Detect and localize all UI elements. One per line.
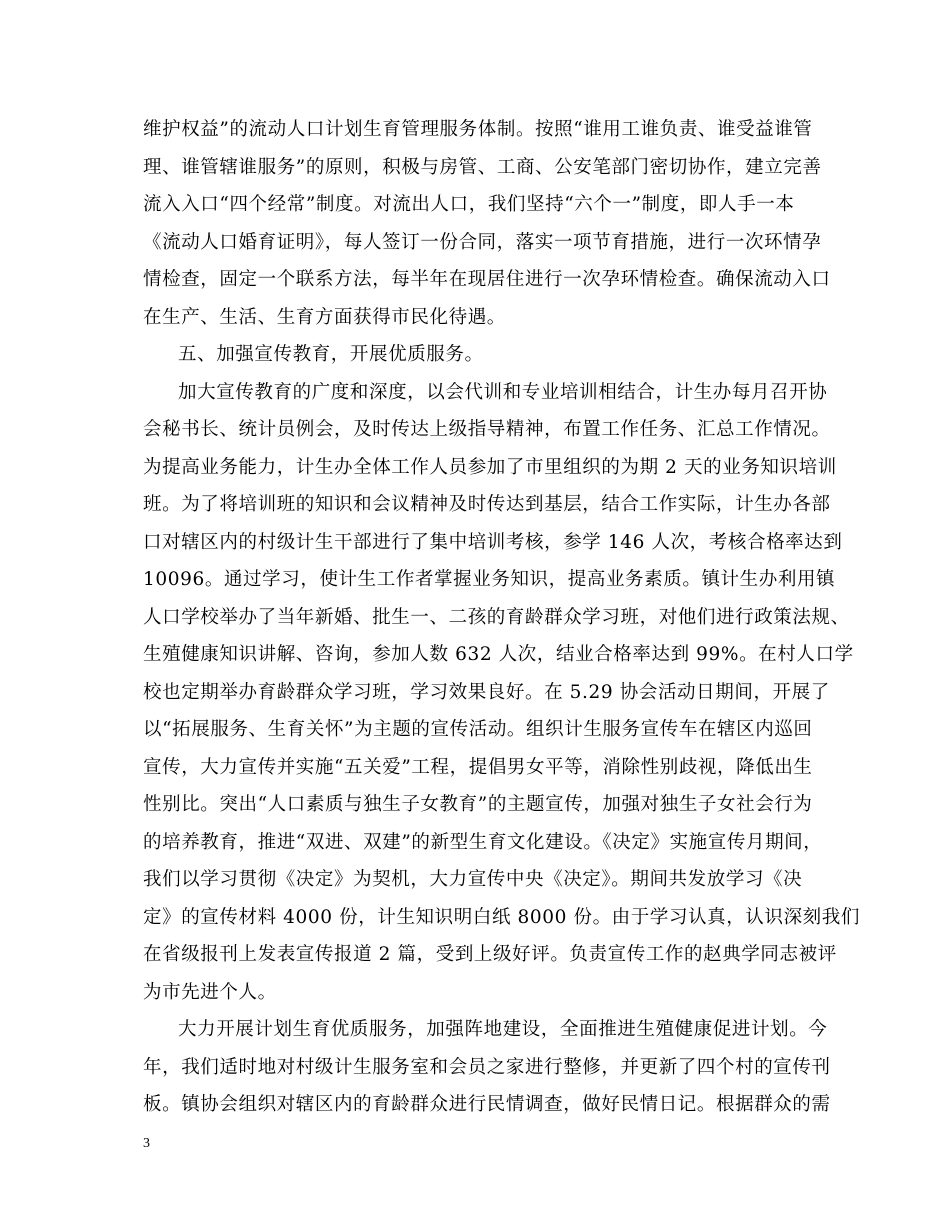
body-line: 生殖健康知识讲解、咨询，参加人数 632 人次，结业合格率达到 99%。在村人口学 xyxy=(143,644,854,665)
body-line: 班。为了将培训班的知识和会议精神及时传达到基层，结合工作实际，计生办各部 xyxy=(143,494,831,515)
body-line: 的培养教育，推进“双进、双建”的新型生育文化建设。《决定》实施宣传月期间， xyxy=(143,832,823,853)
body-line: 年，我们适时地对村级计生服务室和会员之家进行整修，并更新了四个村的宣传刊 xyxy=(143,1057,831,1078)
body-line: 在省级报刊上发表宣传报道 2 篇，受到上级好评。负责宣传工作的赵典学同志被评 xyxy=(143,944,837,965)
body-line: 板。镇协会组织对辖区内的育龄群众进行民情调查，做好民情日记。根据群众的需 xyxy=(143,1094,831,1115)
body-line: 我们以学习贯彻《决定》为契机，大力宣传中央《决定》。期间共发放学习《决 xyxy=(143,869,803,890)
body-line: 校也定期举办育龄群众学习班，学习效果良好。在 5.29 协会活动日期间，开展了 xyxy=(143,682,830,703)
body-line: 性别比。突出“人口素质与独生子女教育”的主题宣传，加强对独生子女社会行为 xyxy=(143,794,813,815)
body-line: 会秘书长、统计员例会，及时传达上级指导精神，布置工作任务、汇总工作情况。 xyxy=(143,419,831,440)
body-line: 为提高业务能力，计生办全体工作人员参加了市里组织的为期 2 天的业务知识培训 xyxy=(143,457,837,478)
body-line: 维护权益”的流动人口计划生育管理服务体制。按照“谁用工谁负责、谁受益谁管 xyxy=(143,119,813,140)
body-line: 加大宣传教育的广度和深度，以会代训和专业培训相结合，计生办每月召开协 xyxy=(178,382,828,403)
body-line: 《流动人口婚育证明》，每人签订一份合同，落实一项节育措施，进行一次环情孕 xyxy=(143,232,822,253)
body-line: 以“拓展服务、生育关怀”为主题的宣传活动。组织计生服务宣传车在辖区内巡回 xyxy=(143,719,813,740)
body-line: 人口学校举办了当年新婚、批生一、二孩的育龄群众学习班，对他们进行政策法规、 xyxy=(143,607,850,628)
body-line: 为市先进个人。 xyxy=(143,982,277,1003)
body-line: 情检查，固定一个联系方法，每半年在现居住进行一次孕环情检查。确保流动入口 xyxy=(143,269,831,290)
section-heading: 五、加强宣传教育，开展优质服务。 xyxy=(178,344,484,365)
body-line: 定》的宣传材料 4000 份，计生知识明白纸 8000 份。由于学习认真，认识深刻我们 xyxy=(143,907,860,928)
body-line: 在生产、生活、生育方面获得市民化待遇。 xyxy=(143,307,506,328)
body-line: 10096。通过学习，使计生工作者掌握业务知识，提高业务素质。镇计生办利用镇 xyxy=(143,569,836,590)
body-line: 宣传，大力宣传并实施“五关爱”工程，提倡男女平等，消除性别歧视，降低出生 xyxy=(143,757,813,778)
body-line: 理、谁管辖谁服务”的原则，积极与房管、工商、公安笔部门密切协作，建立完善 xyxy=(143,157,822,178)
body-line: 口对辖区内的村级计生干部进行了集中培训考核，参学 146 人次，考核合格率达到 xyxy=(143,532,843,553)
body-line: 大力开展计划生育优质服务，加强阵地建设，全面推进生殖健康促进计划。今 xyxy=(178,1019,828,1040)
body-line: 流入入口“四个经常”制度。对流出人口，我们坚持“六个一”制度，即人手一本 xyxy=(143,194,795,215)
page-number: 3 xyxy=(143,1136,150,1151)
